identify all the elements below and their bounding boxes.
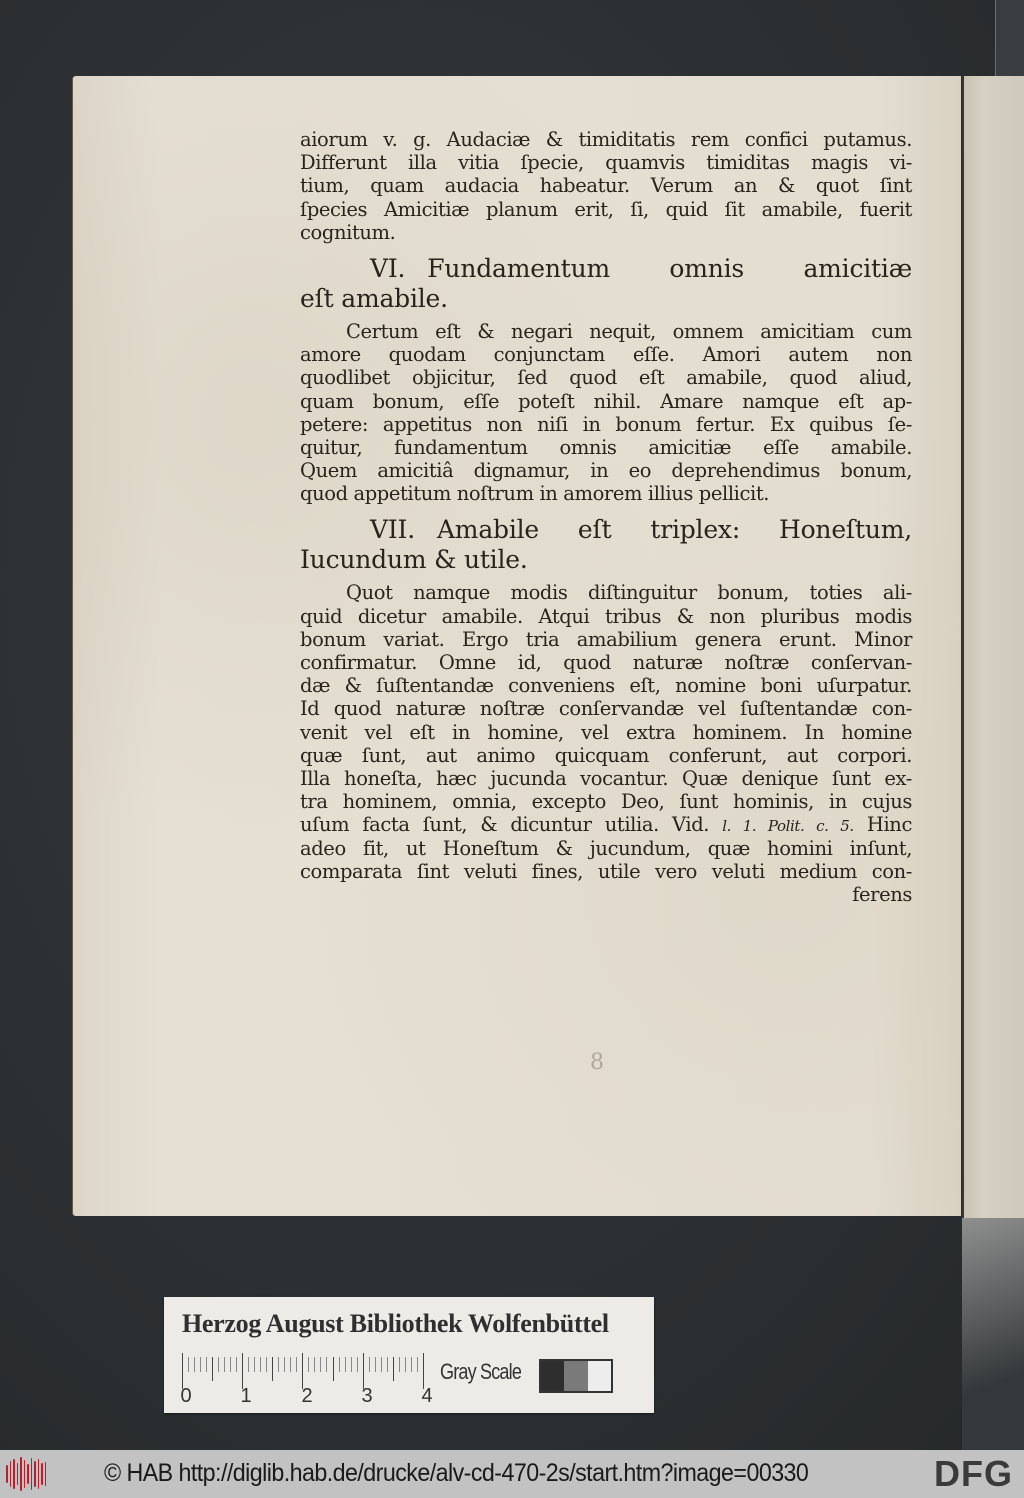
text-line: quæ ſunt, aut animo quicquam conferunt, aut corpori. [300, 743, 912, 767]
text-line: dæ & ſuſtentandæ conveniens eſt, nomine boni uſurpatur. [300, 674, 912, 698]
text-line-with-citation [300, 813, 912, 836]
ruler-number: 3 [361, 1385, 373, 1407]
ruler-tick [188, 1357, 189, 1372]
text-line: Quot namque modis diſtinguitur bonum, toties ali- [346, 581, 912, 605]
ruler-tick [224, 1357, 225, 1372]
text-line: quid dicetur amabile. Atqui tribus & non pluribus modis [300, 604, 912, 628]
ruler-tick [387, 1357, 388, 1372]
text-line: Quem amicitiâ dignamur, in eo deprehendimus bonum, [300, 459, 912, 483]
text-line: Certum eſt & negari nequit, omnem amicitiam cum [346, 319, 912, 343]
ruler-tick [363, 1353, 364, 1389]
text-line: Id quod naturæ noſtræ conſervandæ vel ſuſtentandæ con- [300, 697, 912, 721]
ruler-tick [254, 1357, 255, 1372]
ruler-number: 1 [240, 1385, 252, 1407]
ruler-tick [272, 1357, 273, 1381]
text-line: amore quodam conjunctam eſſe. Amori autem non [300, 343, 912, 367]
ruler-labels [176, 1385, 446, 1409]
ruler-tick [417, 1357, 418, 1372]
ruler-tick [290, 1357, 291, 1372]
text-line: comparata ſint veluti fines, utile vero veluti medium con- [300, 859, 912, 883]
ruler-number: 4 [421, 1385, 433, 1407]
ruler-tick [314, 1357, 315, 1372]
ruler-tick [411, 1357, 412, 1372]
ruler-tick [405, 1357, 406, 1372]
ruler-number: 2 [301, 1385, 313, 1407]
ruler-tick [375, 1357, 376, 1372]
facing-page-edge [962, 76, 1024, 1218]
ruler-tick [339, 1357, 340, 1372]
ruler-tick [212, 1357, 213, 1381]
text-line: tium, quam audacia habeatur. Verum an & quot ſint [300, 174, 912, 198]
ruler-tick [278, 1357, 279, 1372]
section-heading-6-cont: eſt amabile. [300, 283, 448, 313]
bleedthrough-mark: 8 [590, 1050, 604, 1075]
ruler-tick [345, 1357, 346, 1372]
section-number: VII. [370, 515, 415, 545]
text-line: venit vel eſt in homine, vel extra hominem. In homine [300, 720, 912, 744]
hab-logo-icon [6, 1456, 46, 1492]
text-line: petere: appetitus non niſi in bonum fertur. Ex quibus ſe- [300, 412, 912, 436]
page-text [300, 128, 912, 906]
text-fragment: Hinc [866, 813, 912, 837]
ruler-tick [206, 1357, 207, 1372]
ruler-scale [182, 1353, 426, 1389]
text-line: adeo fit, ut Honeſtum & jucundum, quæ homini inſunt, [300, 836, 912, 860]
text-line: Differunt illa vitia ſpecie, quamvis timiditas magis vi- [300, 151, 912, 175]
text-line: aiorum v. g. Audaciæ & timiditatis rem confici putamus. [300, 128, 912, 151]
ruler-tick [357, 1357, 358, 1372]
section-number: VI. [370, 253, 406, 283]
ruler-tick [308, 1357, 309, 1372]
text-line: bonum variat. Ergo tria amabilium genera erunt. Minor [300, 627, 912, 651]
ruler-tick [284, 1357, 285, 1372]
text-line: quitur, fundamentum omnis amicitiæ eſſe amabile. [300, 435, 912, 459]
text-line: cognitum. [300, 220, 396, 244]
text-line: tra hominem, omnia, excepto Deo, ſunt hominis, in cujus [300, 790, 912, 814]
footer-bar [0, 1450, 1024, 1498]
ruler-tick [296, 1357, 297, 1372]
ruler-tick [260, 1357, 261, 1372]
ruler-tick [200, 1357, 201, 1372]
text-line: ſpecies Amicitiæ planum erit, ſi, quid ſit amabile, fuerit [300, 197, 912, 221]
catchword: ferens [852, 882, 912, 906]
ruler-tick [351, 1357, 352, 1372]
section-title: Fundamentum omnis amicitiæ [427, 253, 912, 283]
text-line: quod appetitum noſtrum in amorem illius pellicit. [300, 482, 770, 506]
section-heading-6 [300, 254, 912, 284]
ruler-tick [302, 1353, 303, 1389]
section-heading-7 [300, 515, 912, 545]
ruler-tick [218, 1357, 219, 1372]
ruler-tick [381, 1357, 382, 1372]
ruler-tick [182, 1353, 183, 1389]
citation: l. 1. Polit. c. 5. [722, 817, 854, 836]
library-name: Herzog August Bibliothek Wolfenbüttel [182, 1309, 609, 1338]
ruler-tick [230, 1357, 231, 1372]
text-line: quam bonum, eſſe poteſt nihil. Amare namque eſt ap- [300, 389, 912, 413]
ruler-tick [242, 1353, 243, 1389]
ruler-tick [399, 1357, 400, 1372]
ruler-tick [423, 1353, 424, 1389]
grayscale-label: Gray Scale [440, 1359, 522, 1384]
text-fragment: uſum facta ſunt, & dicuntur utilia. Vid. [300, 813, 710, 837]
ruler-tick [266, 1357, 267, 1372]
grayscale-swatches [539, 1359, 613, 1393]
copyright-url[interactable]: © HAB http://diglib.hab.de/drucke/alv-cd-470-2s/start.htm?image=00330 [104, 1459, 809, 1487]
ruler-tick [369, 1357, 370, 1372]
ruler-tick [248, 1357, 249, 1372]
swatch-light [588, 1361, 611, 1391]
dfg-logo: DFG [934, 1453, 1013, 1494]
swatch-mid [564, 1361, 587, 1391]
ruler-tick [326, 1357, 327, 1372]
ruler-tick [194, 1357, 195, 1372]
ruler-tick [236, 1357, 237, 1372]
section-title: Amabile eſt triplex: Honeſtum, [436, 515, 912, 545]
facing-page-edge-top [995, 0, 1024, 76]
text-line: quodlibet objicitur, ſed quod eſt amabile, quod aliud, [300, 366, 912, 390]
facing-page-shadow [962, 1218, 1024, 1450]
ruler-tick [333, 1357, 334, 1381]
ruler-tick [320, 1357, 321, 1372]
text-line: Illa honeſta, hæc jucunda vocantur. Quæ denique ſunt ex- [300, 766, 912, 790]
swatch-dark [541, 1361, 564, 1391]
ruler-tick [393, 1357, 394, 1381]
library-scale-label [164, 1297, 654, 1413]
ruler-number: 0 [180, 1385, 192, 1407]
text-line: confirmatur. Omne id, quod naturæ noſtræ conſervan- [300, 651, 912, 674]
section-heading-7-cont: Iucundum & utile. [300, 545, 528, 575]
